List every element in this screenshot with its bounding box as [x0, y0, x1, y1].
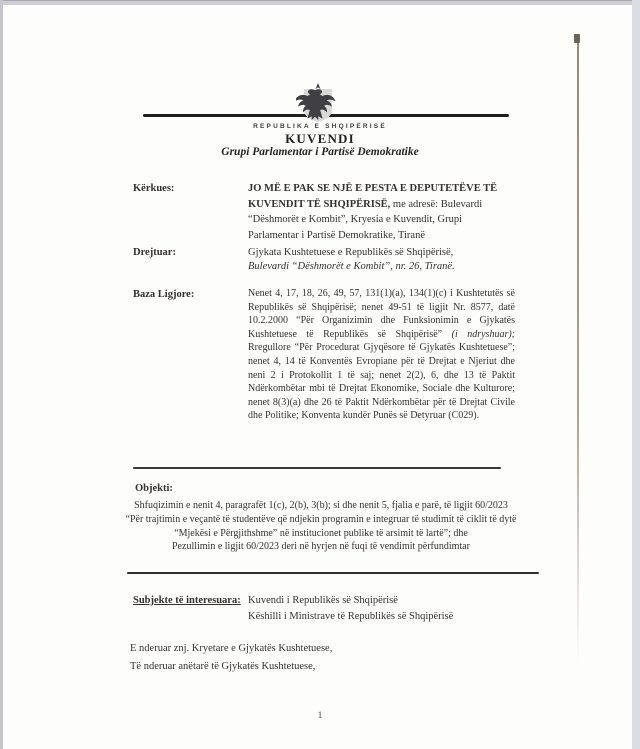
field-kerkues: [133, 181, 515, 243]
subjekte-item-kuvendi: Kuvendi i Republikës së Shqipërisë: [248, 595, 398, 606]
field-drejtuar-label: Drejtuar:: [133, 247, 176, 258]
field-subjekte-label: Subjekte të interesuara:: [133, 595, 241, 606]
baza-italic-amended: (i ndryshuar);: [451, 328, 515, 340]
salutation-members: Të nderuar anëtarë të Gjykatës Kushtetuese,: [130, 660, 316, 672]
letterhead-parliamentary-group: Grupi Parlamentar i Partisë Demokratike: [221, 146, 419, 158]
field-objekti-label: Objekti:: [135, 483, 173, 494]
objekti-repeal-clause: Shfuqizimin e nenit 4, paragrafët 1(c), 2(b), 3(b); si dhe nenit 5, fjalia e parë, të ligjit 60/2023 “Për trajtimin e veçantë të studentëve që ndjekin programin e integruar të studimit të ciklit të dytë “Mjekësi e Përgjithshme” në institucionet publike të arsimit të lartë”; dhe: [125, 500, 517, 539]
field-baza-ligjore-label: Baza Ligjore:: [133, 289, 195, 300]
salutation-block: [130, 640, 332, 675]
baza-part2: Rregullore “Për Procedurat Gjyqësore të Gjykatës Kushtetuese”; nenet 4, 14 të Konventës Evropiane për të Drejtat e Njeriut dhe neni 2 i Protokollit 1 të saj; nenet 2(2), 6, dhe 13 të Paktit Ndërkombëtar mbi të Drejtat Ekonomike, Sociale dhe Kulturore; nenet 8(3)(a) dhe 26 të Paktit Ndërkombëtar për të Drejtat Civile dhe Politike; Konventa kundër Punës së Detyruar (C029).: [248, 342, 515, 422]
field-kerkues-value: [248, 181, 515, 243]
objekti-suspension-clause: Pezullimin e ligjit 60/2023 deri në hyrjen në fuqi të vendimit përfundimtar: [172, 541, 470, 553]
field-drejtuar: [133, 246, 515, 274]
field-drejtuar-value: [248, 246, 515, 274]
page-edge-left: [0, 0, 3, 749]
field-kerkues-label: Kërkues:: [133, 183, 175, 194]
kerkues-requester-address: me adresë: Bulevardi “Dëshmorët e Kombit”, Kryesia e Kuvendit, Grupi Parlamentar i Partisë Demokratike, Tiranë: [248, 198, 483, 241]
field-baza-ligjore: [133, 287, 515, 423]
field-baza-ligjore-value: [248, 287, 515, 423]
baza-part1: Nenet 4, 17, 18, 26, 49, 57, 131(1)(a), 134(1)(c) i Kushtetutës së Republikës së Shqipërisë; nenet 49-51 të ligjit Nr. 8577, datë 10.2.2000 “Për Organizimin dhe Funksionimin e Gjykatës Kushtetuese të Republikës së Shqipërisë”: [248, 288, 515, 340]
drejtuar-court-name: Gjykata Kushtetuese e Republikës së Shqipërisë,: [248, 247, 454, 258]
albanian-eagle-emblem-icon: [296, 80, 340, 126]
field-objekti-value: [124, 499, 518, 554]
drejtuar-court-address: Bulevardi “Dëshmorët e Kombit”, nr. 26, Tiranë.: [248, 261, 455, 272]
scan-artifact-staple: [574, 34, 580, 43]
separator-rule-above-subjekte: [127, 572, 539, 574]
field-subjekte: [133, 593, 515, 624]
page-edge-right: [632, 0, 640, 749]
kerkues-requester-bold: JO MË E PAK SE NJË E PESTA E DEPUTETËVE TË KUVENDIT TË SHQIPËRISË,: [248, 183, 498, 210]
page-number: 1: [317, 711, 323, 721]
field-subjekte-value: [248, 593, 515, 624]
separator-rule-above-objekti: [133, 467, 501, 469]
letterhead-republic: REPUBLIKA E SHQIPËRISË: [253, 123, 387, 130]
salutation-president: E nderuar znj. Kryetare e Gjykatës Kushtetuese,: [130, 643, 333, 654]
page-edge-top: [0, 0, 640, 5]
subjekte-item-keshilli: Këshilli i Ministrave të Republikës së Shqipërisë: [248, 610, 454, 622]
letterhead-institution: KUVENDI: [285, 131, 355, 146]
